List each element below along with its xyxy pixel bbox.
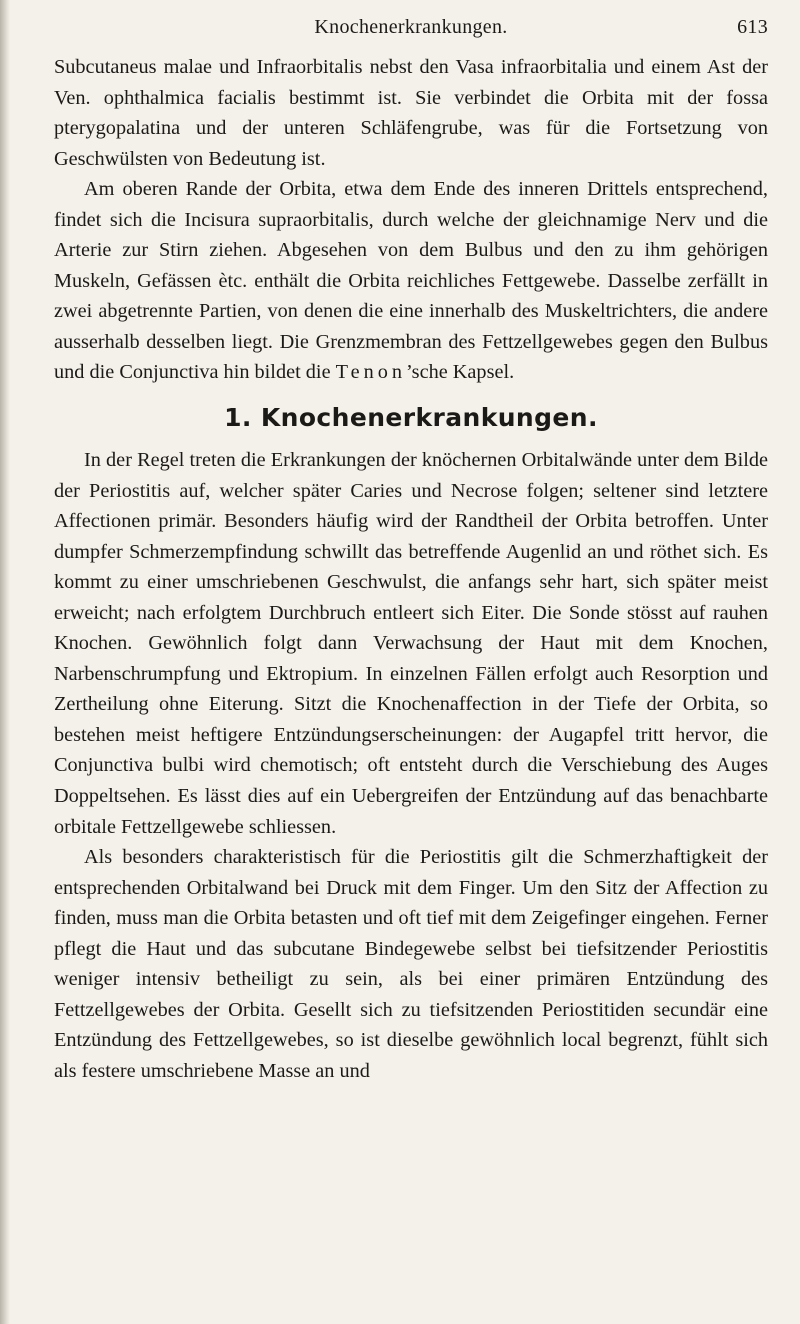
paragraph-periostitis-signs: Als besonders charakteristisch für die Periostitis gilt die Schmerzhaftigkeit der entsprechenden Orbitalwand bei Druck mit dem Finger. Um den Sitz der Affection zu finden, muss man die Orbita betasten und oft tief mit dem Zeigefinger eingehen. Ferner pflegt die Haut und das subcutane Bindegewebe selbst bei tiefsitzender Periostitis weniger intensiv betheiligt zu sein, als bei einer primären Entzündung des Fettzellgewebes der Orbita. Gesellt sich zu tiefsitzenden Periostitiden secundär eine Entzündung des Fettzellgewebes, so ist dieselbe gewöhnlich local begrenzt, fühlt sich als festere umschriebene Masse an und [54, 846, 768, 1082]
book-page [54, 14, 768, 1087]
paragraph-text-end: ’sche Kapsel. [406, 361, 515, 384]
paragraph-orbita-margin [54, 174, 768, 388]
paragraph-text: Am oberen Rande der Orbita, etwa dem Ende des inneren Drittels entsprechend, findet sich die Incisura supraorbitalis, durch welche der gleichnamige Nerv und die Arterie zur Stirn ziehen. Abgesehen von dem Bulbus und den zu ihm gehörigen Muskeln, Gefässen ètc. enthält die Orbita reichliches Fettgewebe. Dasselbe zerfällt in zwei abgetrennte Partien, von denen die eine innerhalb des Muskeltrichters, die andere ausserhalb desselben liegt. Die Grenzmembran des Fettzellgewebes gegen den Bulbus und die Conjunctiva hin bildet die [54, 178, 768, 384]
person-name-tenon: Tenon [335, 361, 407, 384]
page-edge-shadow [0, 0, 10, 1324]
section-heading: 1. Knochenerkrankungen. [224, 403, 598, 433]
running-title: Knochenerkrankungen. [314, 16, 508, 38]
paragraph-bone-diseases: In der Regel treten die Erkrankungen der knöchernen Orbitalwände unter dem Bilde der Periostitis auf, welcher später Caries und Necrose folgen; seltener sind letztere Affectionen primär. Besonders häufig wird der Randtheil der Orbita betroffen. Unter dumpfer Schmerzempfindung schwillt das betreffende Augenlid an und röthet sich. Es kommt zu einer umschriebenen Geschwulst, die anfangs sehr hart, sich später meist erweicht; nach erfolgtem Durchbruch entleert sich Eiter. Die Sonde stösst auf rauhen Knochen. Gewöhnlich folgt dann Verwachsung der Haut mit dem Knochen, Narbenschrumpfung und Ektropium. In einzelnen Fällen erfolgt auch Resorption und Zertheilung ohne Eiterung. Sitzt die Knochenaffection in der Tiefe der Orbita, so bestehen meist heftigere Entzündungserscheinungen: der Augapfel tritt hervor, die Conjunctiva bulbi wird chemotisch; oft entsteht durch die Verschiebung des Auges Doppeltsehen. Es lässt dies auf ein Uebergreifen der Entzündung auf das benachbarte orbitale Fettzellgewebe schliessen. [54, 449, 768, 838]
running-header [54, 14, 768, 52]
paragraph-continuation: Subcutaneus malae und Infraorbitalis nebst den Vasa infraorbitalia und einem Ast der Ven. ophthalmica facialis bestimmt ist. Sie verbindet die Orbita mit der fossa pterygopalatina und der unteren Schläfengrube, was für die Fortsetzung von Geschwülsten von Bedeutung ist. [54, 56, 768, 170]
page-number: 613 [737, 16, 768, 38]
